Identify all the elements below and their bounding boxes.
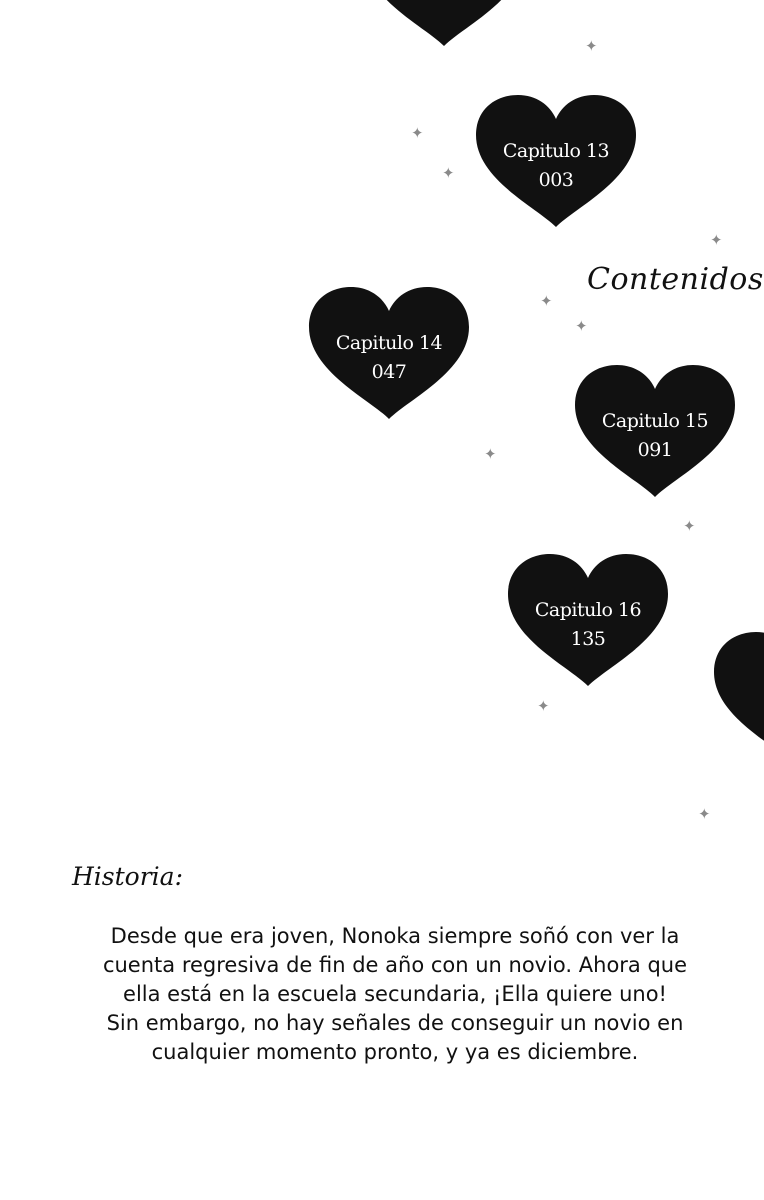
story-line: Desde que era joven, Nonoka siempre soñó con ver la	[110, 924, 680, 948]
heart-icon	[362, 0, 526, 48]
sparkle-icon: ✦	[575, 317, 588, 335]
story-line: cualquier momento pronto, y ya es diciembre.	[151, 1040, 639, 1064]
contents-title: Contenidos	[587, 262, 764, 297]
sparkle-icon: ✦	[698, 805, 711, 823]
sparkle-icon: ✦	[585, 37, 598, 55]
sparkle-icon: ✦	[442, 164, 455, 182]
chapter-entry	[573, 407, 737, 465]
story-summary	[60, 922, 730, 1067]
chapter-page-number: 135	[570, 628, 606, 650]
chapter-label: Capitulo 14	[335, 332, 443, 354]
chapter-heart-15[interactable]	[573, 363, 737, 499]
chapter-heart-13[interactable]	[474, 93, 638, 229]
decorative-heart-right	[712, 630, 764, 766]
chapter-label: Capitulo 16	[534, 599, 642, 621]
chapter-entry	[307, 329, 471, 387]
sparkle-icon: ✦	[710, 231, 723, 249]
chapter-page-number: 047	[371, 361, 407, 383]
heart-icon	[712, 630, 764, 766]
story-line: cuenta regresiva de fin de año con un novio. Ahora que	[102, 953, 688, 977]
chapter-entry	[474, 137, 638, 195]
chapter-entry	[506, 596, 670, 654]
chapter-label: Capitulo 15	[601, 410, 709, 432]
chapter-heart-16[interactable]	[506, 552, 670, 688]
chapter-page-number: 091	[637, 439, 673, 461]
decorative-heart-top	[362, 0, 526, 48]
chapter-label: Capitulo 13	[502, 140, 610, 162]
sparkle-icon: ✦	[683, 517, 696, 535]
story-title: Historia:	[72, 862, 183, 891]
chapter-page-number: 003	[538, 169, 574, 191]
sparkle-icon: ✦	[484, 445, 497, 463]
chapter-heart-14[interactable]	[307, 285, 471, 421]
sparkle-icon: ✦	[411, 124, 424, 142]
sparkle-icon: ✦	[540, 292, 553, 310]
sparkle-icon: ✦	[537, 697, 550, 715]
story-line: ella está en la escuela secundaria, ¡Ella quiere uno!	[123, 982, 667, 1006]
story-line: Sin embargo, no hay señales de conseguir un novio en	[106, 1011, 684, 1035]
